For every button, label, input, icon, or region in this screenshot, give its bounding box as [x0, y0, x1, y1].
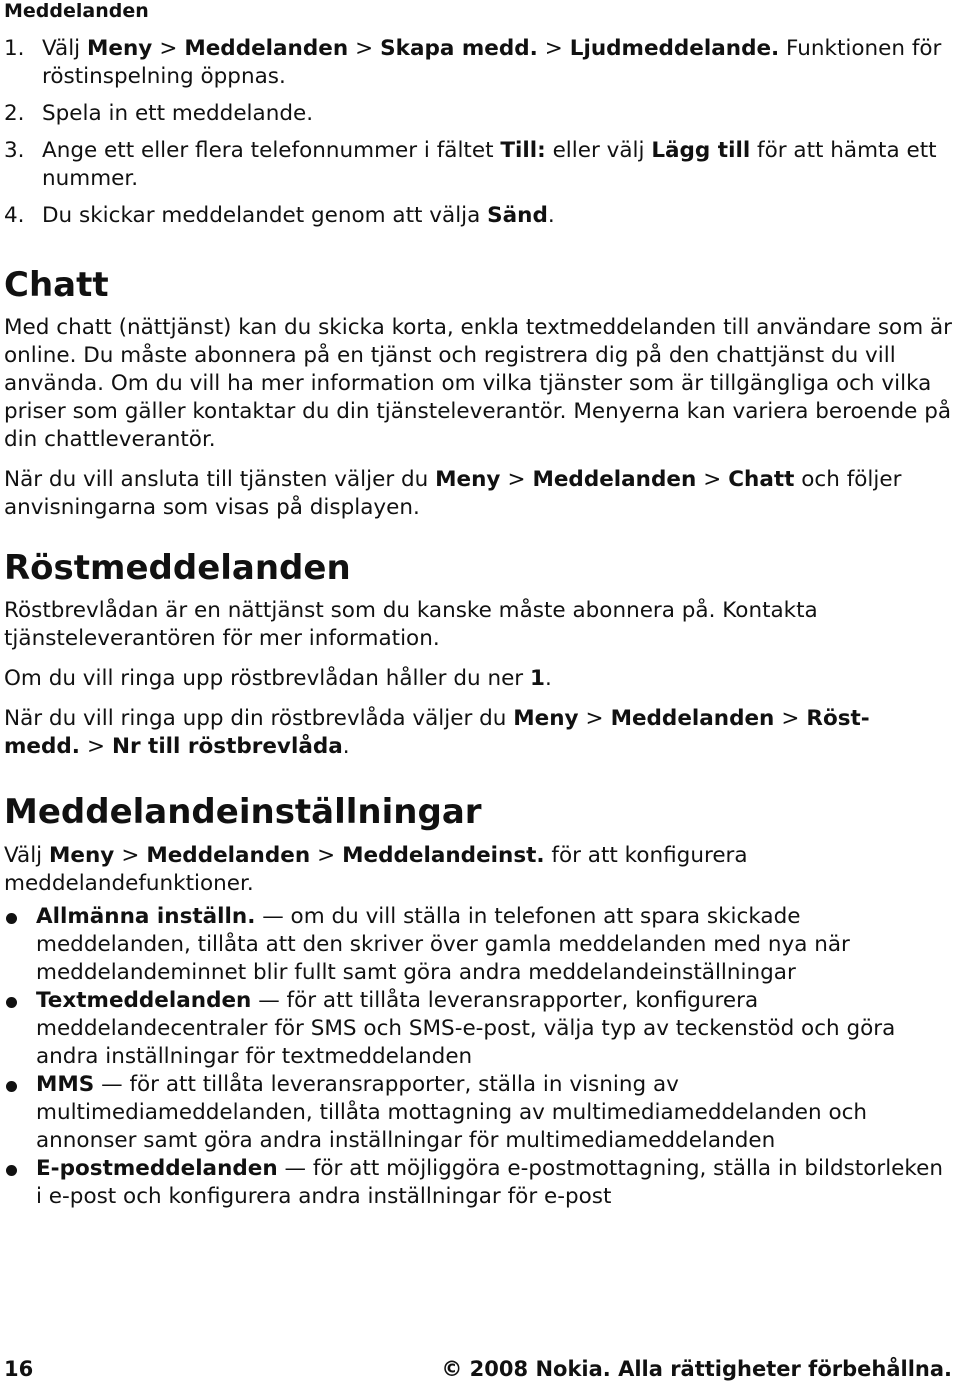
- installningar-intro: Välj Meny > Meddelanden > Meddelandeinst. för att konfigurera meddelandefunktioner.: [4, 843, 748, 896]
- step-text: Du skickar meddelandet genom att välja Sänd.: [42, 203, 555, 228]
- section-heading-chatt: Chatt: [4, 265, 109, 305]
- bullet-icon: [6, 913, 17, 924]
- step-text: Spela in ett meddelande.: [42, 101, 314, 126]
- step-item: [4, 137, 954, 193]
- bullet-item: Allmänna inställn. — om du vill ställa in telefonen att spara skickade meddelanden, tillåta att den skriver över gamla meddelanden med nya när meddelandeminnet blir fullt samt göra andra meddelandeinställningar: [4, 903, 954, 987]
- rost-section-body: [4, 597, 954, 773]
- step-number: 3.: [4, 138, 25, 163]
- chatt-paragraph: Med chatt (nättjänst) kan du skicka korta, enkla textmeddelanden till användare som är online. Du måste abonnera på en tjänst och registrera dig på den chattjänst du vill använda. Om du vill ha mer information om vilka tjänster som är tillgängliga och vilka priser som gäller kontaktar du din tjänsteleverantör. Menyerna kan variera beroende på din chattleverantör.: [4, 315, 952, 452]
- settings-bullet-list: [4, 903, 954, 1211]
- bullet-icon: [6, 1165, 17, 1176]
- step-text: Välj Meny > Meddelanden > Skapa medd. > Ljudmeddelande. Funktionen för röstinspelning öppnas.: [42, 36, 942, 89]
- section-heading-meddelandeinstallningar: Meddelandeinställningar: [4, 792, 482, 832]
- copyright-notice: © 2008 Nokia. Alla rättigheter förbehållna.: [441, 1357, 952, 1381]
- rost-instructions: När du vill ringa upp din röstbrevlåda väljer du Meny > Meddelanden > Röst-medd. > Nr till röstbrevlåda.: [4, 706, 870, 759]
- page-footer: [4, 1357, 952, 1381]
- step-text: Ange ett eller flera telefonnummer i fältet Till: eller välj Lägg till för att hämta ett nummer.: [42, 138, 937, 191]
- page-number: 16: [4, 1357, 34, 1381]
- step-item: [4, 35, 954, 91]
- bullet-item: MMS — för att tillåta leveransrapporter, ställa in visning av multimediameddelanden, tillåta mottagning av multimediameddelanden och annonser samt göra andra inställningar för multimediameddelanden: [4, 1071, 954, 1155]
- step-item: [4, 100, 954, 128]
- rost-paragraph: Röstbrevlådan är en nättjänst som du kanske måste abonnera på. Kontakta tjänsteleverantören för mer information.: [4, 598, 818, 651]
- bullet-item: E-postmeddelanden — för att möjliggöra e-postmottagning, ställa in bildstorleken i e-post och konfigurera andra inställningar för e-post: [4, 1155, 954, 1211]
- step-number: 4.: [4, 203, 25, 228]
- step-number: 2.: [4, 101, 25, 126]
- bullet-item: Textmeddelanden — för att tillåta leveransrapporter, konfigurera meddelandecentraler för SMS och SMS-e-post, välja typ av teckenstöd och göra andra inställningar för textmeddelanden: [4, 987, 954, 1071]
- chatt-instructions: När du vill ansluta till tjänsten väljer du Meny > Meddelanden > Chatt och följer anvisningarna som visas på displayen.: [4, 467, 902, 520]
- bullet-icon: [6, 1081, 17, 1092]
- bullet-icon: [6, 997, 17, 1008]
- rost-call-hint: Om du vill ringa upp röstbrevlådan håller du ner 1.: [4, 666, 552, 691]
- step-number: 1.: [4, 36, 25, 61]
- section-heading-rostmeddelanden: Röstmeddelanden: [4, 548, 351, 588]
- chatt-section-body: [4, 314, 954, 534]
- step-item: [4, 202, 954, 230]
- installningar-section-body: [4, 842, 954, 910]
- step-list: [4, 35, 954, 239]
- running-title: Meddelanden: [4, 0, 149, 22]
